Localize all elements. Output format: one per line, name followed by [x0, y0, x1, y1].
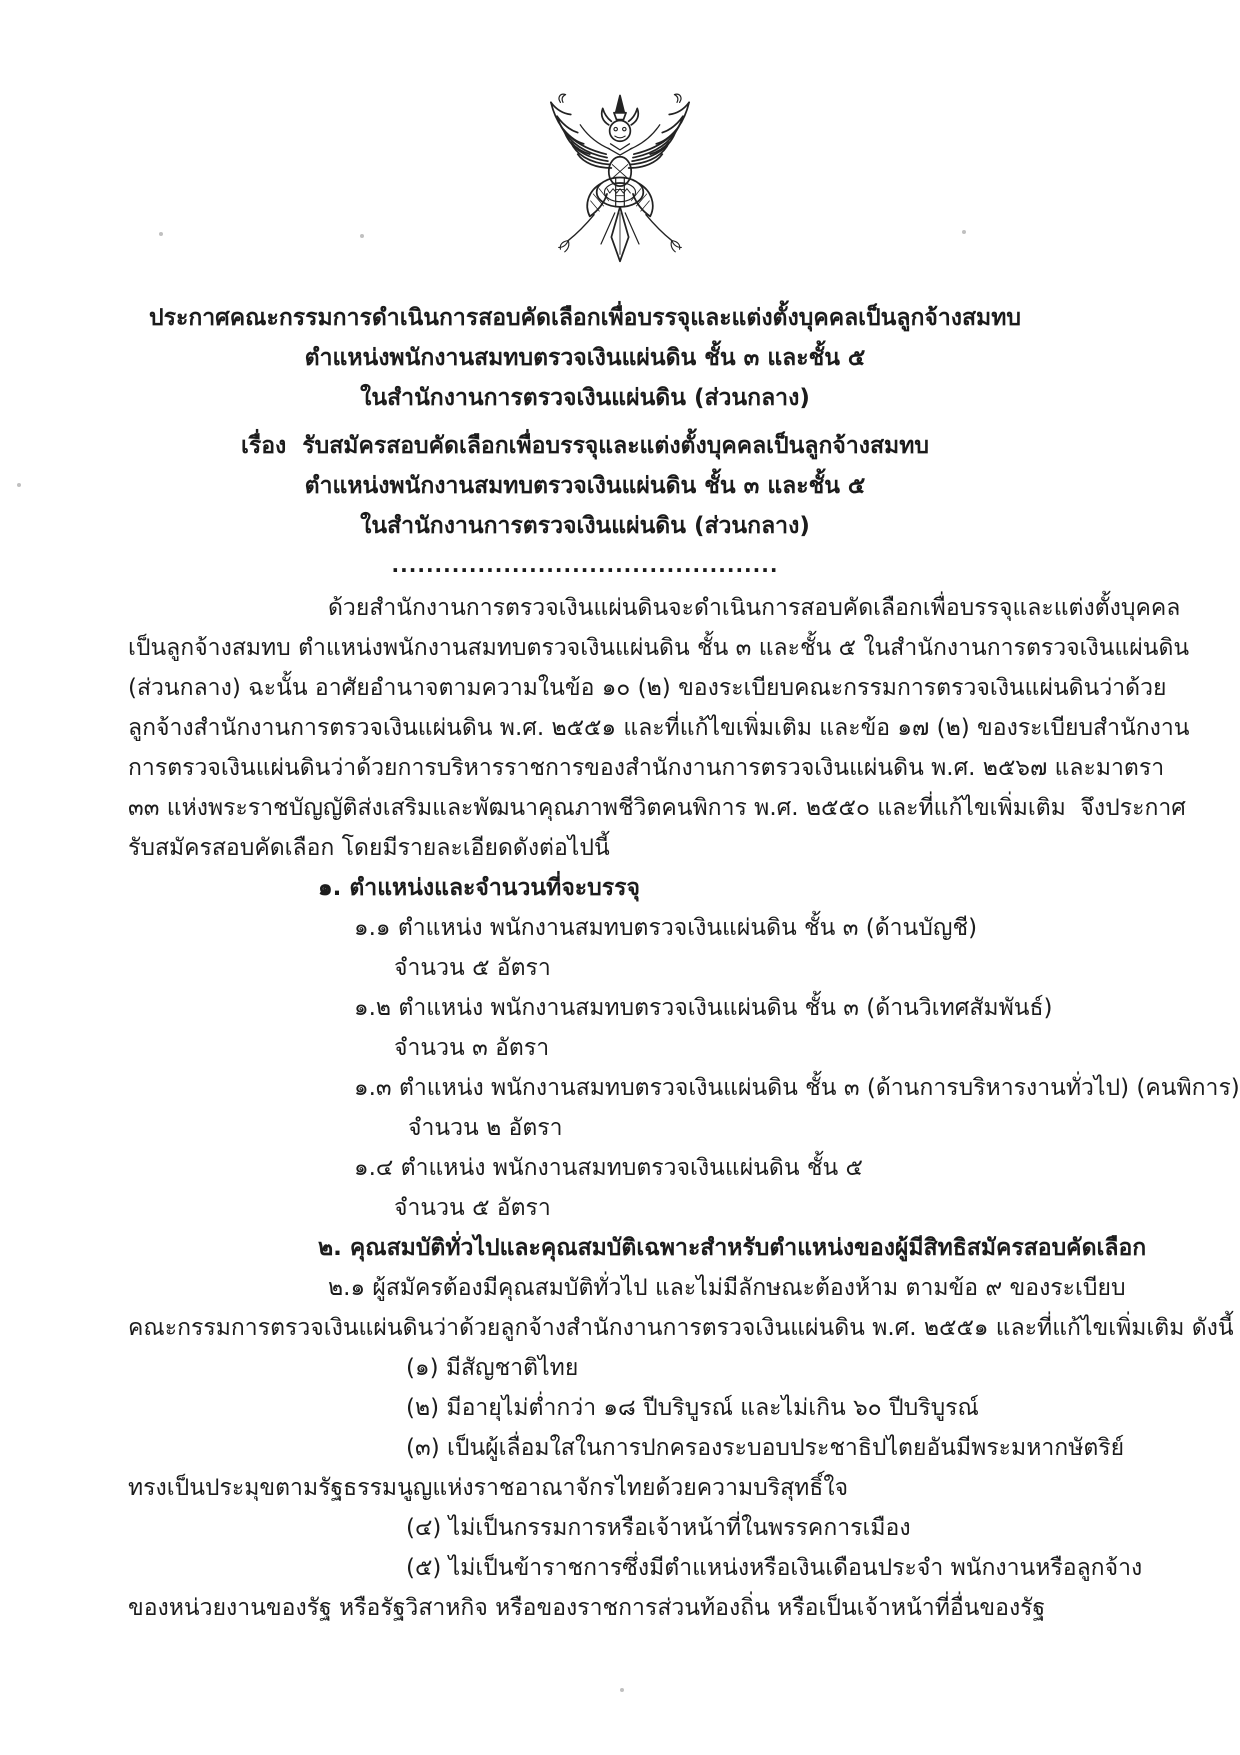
clause-2-1-line: คณะกรรมการตรวจเงินแผ่นดินว่าด้วยลูกจ้างสำนักงานการตรวจเงินแผ่นดิน พ.ศ. ๒๕๕๑ และที่แก้ไขเพิ่มเติม ดังนี้ — [128, 1315, 1234, 1341]
intro-line: ๓๓ แห่งพระราชบัญญัติส่งเสริมและพัฒนาคุณภาพชีวิตคนพิการ พ.ศ. ๒๕๕๐ และที่แก้ไขเพิ่มเติม จึงประกาศ — [128, 795, 1186, 821]
intro-line: รับสมัครสอบคัดเลือก โดยมีรายละเอียดดังต่อไปนี้ — [128, 835, 610, 861]
scan-speck — [962, 230, 966, 234]
intro-line: ด้วยสำนักงานการตรวจเงินแผ่นดินจะดำเนินการสอบคัดเลือกเพื่อบรรจุและแต่งตั้งบุคคล — [328, 595, 1181, 621]
title-line: ประกาศคณะกรรมการดำเนินการสอบคัดเลือกเพื่อบรรจุและแต่งตั้งบุคคลเป็นลูกจ้างสมทบ — [149, 305, 1021, 331]
scan-speck — [620, 1688, 624, 1692]
document-body — [128, 298, 1240, 1628]
position-title: ๑.๑ ตำแหน่ง พนักงานสมทบตรวจเงินแผ่นดิน ชั้น ๓ (ด้านบัญชี) — [354, 915, 978, 941]
position-item — [128, 988, 1118, 1068]
section-2 — [128, 1228, 1234, 1628]
subclause-line: (๓) เป็นผู้เลื่อมใสในการปกครองระบอบประชาธิปไตยอันมีพระมหากษัตริย์ — [406, 1435, 1125, 1461]
subclause-line: (๔) ไม่เป็นกรรมการหรือเจ้าหน้าที่ในพรรคการเมือง — [406, 1515, 911, 1541]
subclause — [128, 1508, 1118, 1548]
subclause — [128, 1388, 1118, 1428]
section-1 — [128, 868, 1240, 1228]
position-count: จำนวน ๕ อัตรา — [394, 955, 551, 981]
subclause — [128, 1348, 1118, 1388]
position-count: จำนวน ๒ อัตรา — [408, 1115, 563, 1141]
position-count: จำนวน ๕ อัตรา — [394, 1195, 551, 1221]
subclause-line: ของหน่วยงานของรัฐ หรือรัฐวิสาหกิจ หรือของราชการส่วนท้องถิ่น หรือเป็นเจ้าหน้าที่อื่นของรัฐ — [128, 1595, 1046, 1621]
title-line: ในสำนักงานการตรวจเงินแผ่นดิน (ส่วนกลาง) — [360, 385, 810, 411]
subclause-line: (๕) ไม่เป็นข้าราชการซึ่งมีตำแหน่งหรือเงินเดือนประจำ พนักงานหรือลูกจ้าง — [406, 1555, 1143, 1581]
intro-line: ลูกจ้างสำนักงานการตรวจเงินแผ่นดิน พ.ศ. ๒๕๕๑ และที่แก้ไขเพิ่มเติม และข้อ ๑๗ (๒) ของระเบียบสำนักงาน — [128, 715, 1190, 741]
subject-line: ในสำนักงานการตรวจเงินแผ่นดิน (ส่วนกลาง) — [360, 513, 810, 539]
scan-speck — [360, 234, 364, 238]
subclause-line: ทรงเป็นประมุขตามรัฐธรรมนูญแห่งราชอาณาจักรไทยด้วยความบริสุทธิ์ใจ — [128, 1475, 849, 1501]
position-count: จำนวน ๓ อัตรา — [394, 1035, 550, 1061]
position-item — [128, 908, 1118, 988]
garuda-emblem — [525, 92, 715, 282]
clause-2-1-line: ๒.๑ ผู้สมัครต้องมีคุณสมบัติทั่วไป และไม่มีลักษณะต้องห้าม ตามข้อ ๙ ของระเบียบ — [328, 1275, 1126, 1301]
subclause — [128, 1548, 1143, 1628]
scan-speck — [159, 232, 163, 236]
position-title: ๑.๔ ตำแหน่ง พนักงานสมทบตรวจเงินแผ่นดิน ชั้น ๕ — [354, 1155, 863, 1181]
subclause-line: (๑) มีสัญชาติไทย — [406, 1355, 579, 1381]
position-title: ๑.๒ ตำแหน่ง พนักงานสมทบตรวจเงินแผ่นดิน ชั้น ๓ (ด้านวิเทศสัมพันธ์) — [354, 995, 1053, 1021]
intro-line: เป็นลูกจ้างสมทบ ตำแหน่งพนักงานสมทบตรวจเงินแผ่นดิน ชั้น ๓ และชั้น ๕ ในสำนักงานการตรวจเงินแผ่นดิน — [128, 635, 1190, 661]
scan-speck — [17, 483, 21, 487]
section-2-heading: ๒. คุณสมบัติทั่วไปและคุณสมบัติเฉพาะสำหรับตำแหน่งของผู้มีสิทธิสมัครสอบคัดเลือก — [318, 1235, 1147, 1261]
section-1-heading: ๑. ตำแหน่งและจำนวนที่จะบรรจุ — [318, 875, 640, 901]
subclause-line: (๒) มีอายุไม่ต่ำกว่า ๑๘ ปีบริบูรณ์ และไม่เกิน ๖๐ ปีบริบูรณ์ — [406, 1395, 979, 1421]
intro-paragraph — [128, 588, 1190, 868]
subject-block — [90, 426, 1080, 582]
position-title: ๑.๓ ตำแหน่ง พนักงานสมทบตรวจเงินแผ่นดิน ชั้น ๓ (ด้านการบริหารงานทั่วไป) (คนพิการ) — [354, 1075, 1240, 1101]
announcement-title — [90, 298, 1080, 418]
subclause — [128, 1428, 1125, 1508]
intro-line: (ส่วนกลาง) ฉะนั้น อาศัยอำนาจตามความในข้อ ๑๐ (๒) ของระเบียบคณะกรรมการตรวจเงินแผ่นดินว่าด้วย — [128, 675, 1167, 701]
position-item — [128, 1068, 1240, 1148]
title-line: ตำแหน่งพนักงานสมทบตรวจเงินแผ่นดิน ชั้น ๓ และชั้น ๕ — [304, 345, 866, 371]
subject-line: เรื่อง รับสมัครสอบคัดเลือกเพื่อบรรจุและแต่งตั้งบุคคลเป็นลูกจ้างสมทบ — [241, 433, 929, 459]
dotted-divider: ............................................. — [391, 553, 779, 577]
subject-line: ตำแหน่งพนักงานสมทบตรวจเงินแผ่นดิน ชั้น ๓ และชั้น ๕ — [304, 473, 866, 499]
intro-line: การตรวจเงินแผ่นดินว่าด้วยการบริหารราชการของสำนักงานการตรวจเงินแผ่นดิน พ.ศ. ๒๕๖๗ และมาตรา — [128, 755, 1165, 781]
position-item — [128, 1148, 1118, 1228]
